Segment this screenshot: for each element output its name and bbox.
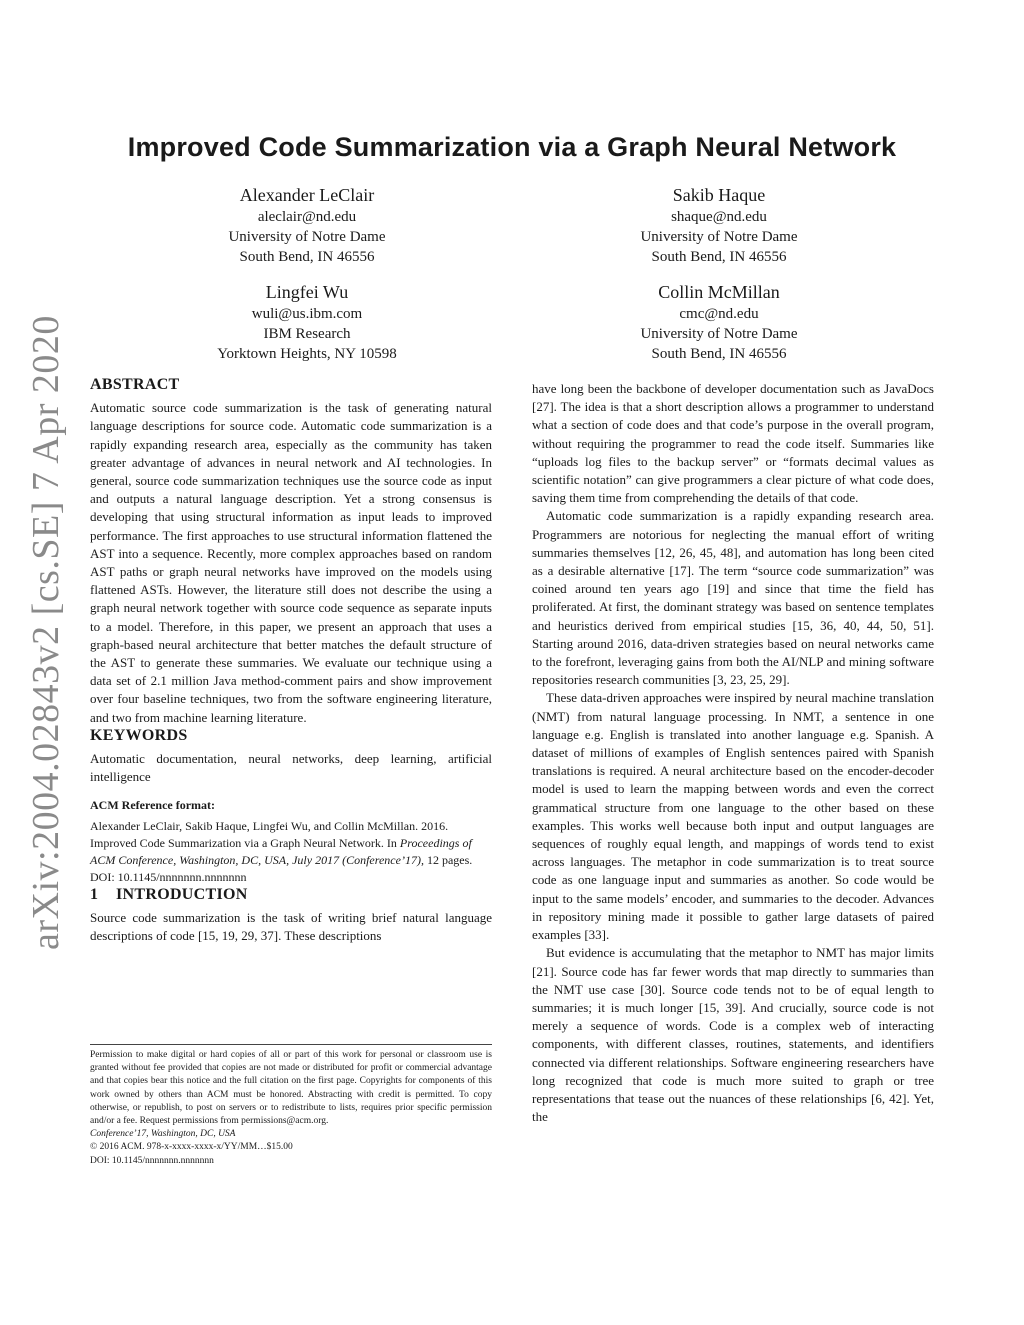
abstract-heading: ABSTRACT [90,376,180,393]
author-email: aleclair@nd.edu [257,209,357,225]
acm-reference-heading: ACM Reference format: [90,798,216,813]
conference-info: Conference’17, Washington, DC, USA [90,1129,236,1140]
arxiv-identifier: arXiv:2004.02843v2 [cs.SE] 7 Apr 2020 [25,315,67,950]
copyright-footnote [90,1044,492,1168]
acm-reference-pages: 12 pages. [423,852,473,867]
right-column [532,380,934,1126]
author-block [142,184,472,267]
author-name: Sakib Haque [672,185,766,205]
author-affiliation: IBM Research [263,326,351,342]
author-affiliation: University of Notre Dame [640,326,798,342]
author-block [554,184,884,267]
author-email: wuli@us.ibm.com [251,306,363,322]
author-name: Collin McMillan [658,282,780,302]
acm-reference-doi: DOI: 10.1145/nnnnnnn.nnnnnnn [90,869,247,884]
author-location: South Bend, IN 46556 [651,346,787,362]
acm-reference-citation: Alexander LeClair, Sakib Haque, Lingfei Wu, and Collin McMillan. 2016. Improved Code Summarization via a Graph Neural Network. In [90,818,449,850]
acm-reference-venue: Proceedings of ACM Conference, Washington, DC, USA, July 2017 (Conference’17), [90,835,472,867]
author-email: cmc@nd.edu [679,306,759,322]
keywords-heading: KEYWORDS [90,726,188,744]
keywords-text: Automatic documentation, neural networks, deep learning, artificial intelligence [90,751,492,785]
copyright-line: © 2016 ACM. 978-x-xxxx-xxxx-x/YY/MM…$15.00 [90,1142,293,1153]
abstract-text: Automatic source code summarization is the task of generating natural language descriptions for source code. Automatic code summarization is a rapidly expanding research area, especially as the community has taken greater advantage of advances in neural network and AI technologies. In general, source code summarization techniques use the source code as input and outputs a natural language description. Yet a strong consensus is developing that using structural information as input leads to improved performance. The first approaches to use structural information flattened the AST into a sequence. Recently, more complex approaches based on random AST paths or graph neural networks have improved on the models using flattened ASTs. However, the literature still does not describe the using a graph neural network together with source code sequence as separate inputs to a model. Therefore, in this paper, we present an approach that uses a graph-based neural architecture that better matches the default structure of the AST to generate these summaries. We evaluate our technique using a data set of 2.1 million Java method-comment pairs and show improvement over four baseline techniques, two from the software engineering literature, and two from machine learning literature. [90,400,492,725]
intro-paragraph: But evidence is accumulating that the metaphor to NMT has major limits [21]. Source code has far fewer words that map directly to summaries than the NMT use case [30]. Source code tends not to be of equal length to summaries; it is much longer [15, 39]. And crucially, source code is not merely a sequence of words. Code is a complex web of interacting components, with different classes, routines, statements, and identifiers connected via different relationships. Software engineering researchers have long recognized that code is much more suited to graph or tree representations that tease out the nuances of these relationships [6, 42]. Yet, the [532,945,934,1125]
section-title: INTRODUCTION [116,885,248,903]
left-column [90,376,492,945]
author-location: South Bend, IN 46556 [651,249,787,265]
introduction-heading [90,886,492,904]
author-email: shaque@nd.edu [671,209,767,225]
author-affiliation: University of Notre Dame [228,229,386,245]
paper-title: Improved Code Summarization via a Graph Neural Network [127,132,897,162]
author-block [142,281,472,364]
section-number: 1 [90,885,99,903]
intro-paragraph: These data-driven approaches were inspired by neural machine translation (NMT) from natural language processing. In NMT, a sentence in one language e.g. English is translated into another language e.g. Spanish. A dataset of millions of examples of English sentences paired with Spanish translations is required. A neural architecture based on the encoder-decoder model is used to learn the mapping between words and even the correct grammatical structure from one language to the other based on these examples. This works well because both input and output languages are sequences of roughly equal length, and mappings of words tend to exist across languages. The metaphor in code summarization is to treat source code as one language input and summaries as another. So code would be input to the same models’ encoder, and summaries to the decoder. Advances in repository mining made it possible to gather large datasets of paired examples [33]. [532,690,934,943]
author-name: Alexander LeClair [239,185,375,205]
intro-paragraph: have long been the backbone of developer documentation such as JavaDocs [27]. The idea is that a short description allows a programmer to understand what a section of code does and that code’s purpose in the overall program, without requiring the programmer to read the code itself. Summaries like “uploads log files to the backup server” or “formats decimal values as scientific notation” can give programmers a clear picture of what code does, saving them time from comprehending the details of that code. [532,381,934,506]
author-location: South Bend, IN 46556 [239,249,375,265]
intro-paragraph: Automatic code summarization is a rapidly expanding research area. Programmers are notorious for neglecting the manual effort of writing summaries themselves [12, 26, 45, 48], and automation has long been cited as a desirable alternative [17]. The term “source code summarization” was coined around ten years ago [19] and since that time the field has proliferated. At first, the dominant strategy was based on sentence templates and heuristics derived from empirical studies [15, 36, 40, 44, 50, 51]. Starting around 2016, data-driven strategies based on neural networks came to the forefront, leveraging gains from both the AI/NLP and mining software repositories research communities [3, 23, 25, 29]. [532,508,934,688]
permission-notice: Permission to make digital or hard copies of all or part of this work for personal or classroom use is granted without fee provided that copies are not made or distributed for profit or commercial advantage and that copies bear this notice and the full citation on the first page. Copyrights for components of this work owned by others than ACM must be honored. Abstracting with credit is permitted. To copy otherwise, or republish, to post on servers or to redistribute to lists, requires prior specific permission and/or a fee. Request permissions from permissions@acm.org. [90,1050,492,1127]
intro-paragraph: Source code summarization is the task of writing brief natural language descriptions of code [15, 19, 29, 37]. These descriptions [90,909,492,944]
author-affiliation: University of Notre Dame [640,229,798,245]
author-block [554,281,884,364]
footnote-doi: DOI: 10.1145/nnnnnnn.nnnnnnn [90,1155,214,1166]
author-location: Yorktown Heights, NY 10598 [217,346,397,362]
author-name: Lingfei Wu [265,282,349,302]
acm-reference [90,818,492,886]
